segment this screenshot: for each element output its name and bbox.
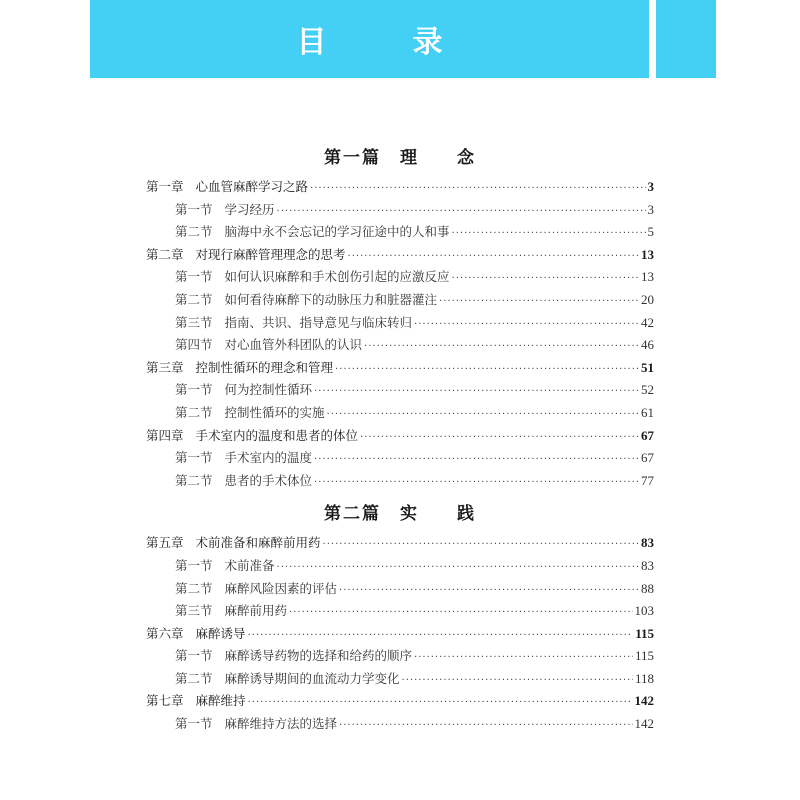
toc-section-entry[interactable] xyxy=(146,578,654,601)
chapter-number: 第二章 xyxy=(146,246,184,262)
toc-section-entry[interactable] xyxy=(146,645,654,668)
section-number: 第一节 xyxy=(175,648,213,664)
chapter-title: 控制性循环的理念和管理 xyxy=(195,359,334,375)
dot-leader xyxy=(314,472,639,495)
page-number: 67 xyxy=(641,450,654,466)
dot-leader xyxy=(335,359,639,382)
dot-leader xyxy=(327,404,639,427)
page-number: 3 xyxy=(647,201,654,217)
toc-chapter-entry[interactable] xyxy=(146,425,654,448)
toc-section-entry[interactable] xyxy=(146,713,654,736)
section-title: 何为控制性循环 xyxy=(224,382,313,398)
dot-leader xyxy=(323,534,639,557)
header-banner-side-block xyxy=(656,0,716,78)
page-number: 42 xyxy=(641,314,654,330)
page-number: 67 xyxy=(641,427,654,443)
chapter-title: 麻醉维持 xyxy=(195,693,246,709)
dot-leader xyxy=(277,557,639,580)
page-number: 13 xyxy=(641,246,654,262)
section-title: 学习经历 xyxy=(224,201,275,217)
toc-chapter-entry[interactable] xyxy=(146,176,654,199)
part-title: 第二篇 实 践 xyxy=(324,504,476,525)
chapter-number: 第四章 xyxy=(146,427,184,443)
dot-leader xyxy=(339,715,632,738)
section-title: 脑海中永不会忘记的学习征途中的人和事 xyxy=(224,224,450,240)
table-of-contents xyxy=(146,140,654,736)
section-title: 麻醉诱导药物的选择和给药的顺序 xyxy=(224,648,413,664)
toc-section-entry[interactable] xyxy=(146,447,654,470)
toc-section-entry[interactable] xyxy=(146,312,654,335)
part-title: 第一篇 理 念 xyxy=(324,148,476,168)
page-title: 目 录 xyxy=(296,25,471,60)
section-number: 第二节 xyxy=(175,580,213,596)
section-number: 第二节 xyxy=(175,472,213,488)
section-number: 第一节 xyxy=(175,557,213,573)
section-title: 手术室内的温度 xyxy=(224,450,313,466)
page-number: 46 xyxy=(641,337,654,353)
page-number: 115 xyxy=(634,648,654,664)
toc-chapter-entry[interactable] xyxy=(146,690,654,713)
section-number: 第一节 xyxy=(175,716,213,732)
dot-leader xyxy=(414,647,633,670)
section-number: 第三节 xyxy=(175,603,213,619)
chapter-title: 心血管麻醉学习之路 xyxy=(195,179,309,194)
section-number: 第二节 xyxy=(175,224,213,240)
toc-section-entry[interactable] xyxy=(146,289,654,312)
section-number: 第三节 xyxy=(175,314,213,330)
dot-leader xyxy=(439,291,639,314)
dot-leader xyxy=(402,670,633,693)
toc-section-entry[interactable] xyxy=(146,668,654,691)
chapter-title: 麻醉诱导 xyxy=(195,625,246,641)
page-number: 61 xyxy=(641,404,654,420)
page-number: 77 xyxy=(641,472,654,488)
toc-section-entry[interactable] xyxy=(146,199,654,222)
toc-section-entry[interactable] xyxy=(146,266,654,289)
page-number: 103 xyxy=(634,603,654,619)
toc-chapter-entry[interactable] xyxy=(146,532,654,555)
page-number: 5 xyxy=(647,224,654,240)
page-number: 118 xyxy=(634,670,654,686)
chapter-title: 手术室内的温度和患者的体位 xyxy=(195,427,359,443)
dot-leader xyxy=(310,178,645,201)
page-number: 83 xyxy=(641,557,654,573)
toc-section-entry[interactable] xyxy=(146,555,654,578)
section-title: 患者的手术体位 xyxy=(224,472,313,488)
toc-chapter-entry[interactable] xyxy=(146,244,654,267)
section-number: 第一节 xyxy=(175,201,213,217)
chapter-title: 对现行麻醉管理理念的思考 xyxy=(195,246,346,262)
dot-leader xyxy=(248,625,634,648)
toc-section-entry[interactable] xyxy=(146,334,654,357)
section-title: 麻醉前用药 xyxy=(224,603,288,619)
page-number: 88 xyxy=(641,580,654,596)
section-number: 第二节 xyxy=(175,670,213,686)
dot-leader xyxy=(339,580,639,603)
section-number: 第二节 xyxy=(175,404,213,420)
toc-section-entry[interactable] xyxy=(146,402,654,425)
page-number: 20 xyxy=(641,291,654,307)
section-title: 麻醉诱导期间的血流动力学变化 xyxy=(224,670,400,686)
page-number: 83 xyxy=(641,535,654,551)
section-number: 第一节 xyxy=(175,269,213,285)
section-title: 对心血管外科团队的认识 xyxy=(224,337,363,353)
dot-leader xyxy=(314,449,639,472)
toc-section-entry[interactable] xyxy=(146,379,654,402)
dot-leader xyxy=(452,268,639,291)
section-number: 第二节 xyxy=(175,291,213,307)
section-title: 麻醉风险因素的评估 xyxy=(224,580,338,596)
dot-leader xyxy=(414,314,639,337)
section-title: 指南、共识、指导意见与临床转归 xyxy=(224,314,413,330)
page-number: 115 xyxy=(635,625,654,641)
section-title: 麻醉维持方法的选择 xyxy=(224,716,338,732)
toc-section-entry[interactable] xyxy=(146,470,654,493)
chapter-number: 第五章 xyxy=(146,535,184,551)
page-number: 142 xyxy=(634,693,654,709)
dot-leader xyxy=(314,381,639,404)
chapter-number: 第一章 xyxy=(146,179,184,194)
toc-chapter-entry[interactable] xyxy=(146,623,654,646)
page-number: 13 xyxy=(641,269,654,285)
section-number: 第四节 xyxy=(175,337,213,353)
dot-leader xyxy=(248,692,633,715)
section-title: 如何认识麻醉和手术创伤引起的应激反应 xyxy=(224,269,450,285)
chapter-number: 第三章 xyxy=(146,359,184,375)
page-number: 52 xyxy=(641,382,654,398)
section-title: 术前准备 xyxy=(224,557,275,573)
dot-leader xyxy=(452,223,646,246)
chapter-number: 第七章 xyxy=(146,693,184,709)
dot-leader xyxy=(289,602,632,625)
page-number: 3 xyxy=(647,179,654,194)
toc-section-entry[interactable] xyxy=(146,600,654,623)
chapter-number: 第六章 xyxy=(146,625,184,641)
toc-chapter-entry[interactable] xyxy=(146,357,654,380)
page-number: 51 xyxy=(641,359,654,375)
dot-leader xyxy=(360,427,639,450)
dot-leader xyxy=(364,336,639,359)
section-number: 第一节 xyxy=(175,382,213,398)
chapter-title: 术前准备和麻醉前用药 xyxy=(195,535,321,551)
section-title: 如何看待麻醉下的动脉压力和脏器灌注 xyxy=(224,291,438,307)
section-title: 控制性循环的实施 xyxy=(224,404,325,420)
section-number: 第一节 xyxy=(175,450,213,466)
page-number: 142 xyxy=(634,716,654,732)
dot-leader xyxy=(348,246,639,269)
dot-leader xyxy=(277,201,646,224)
toc-section-entry[interactable] xyxy=(146,221,654,244)
